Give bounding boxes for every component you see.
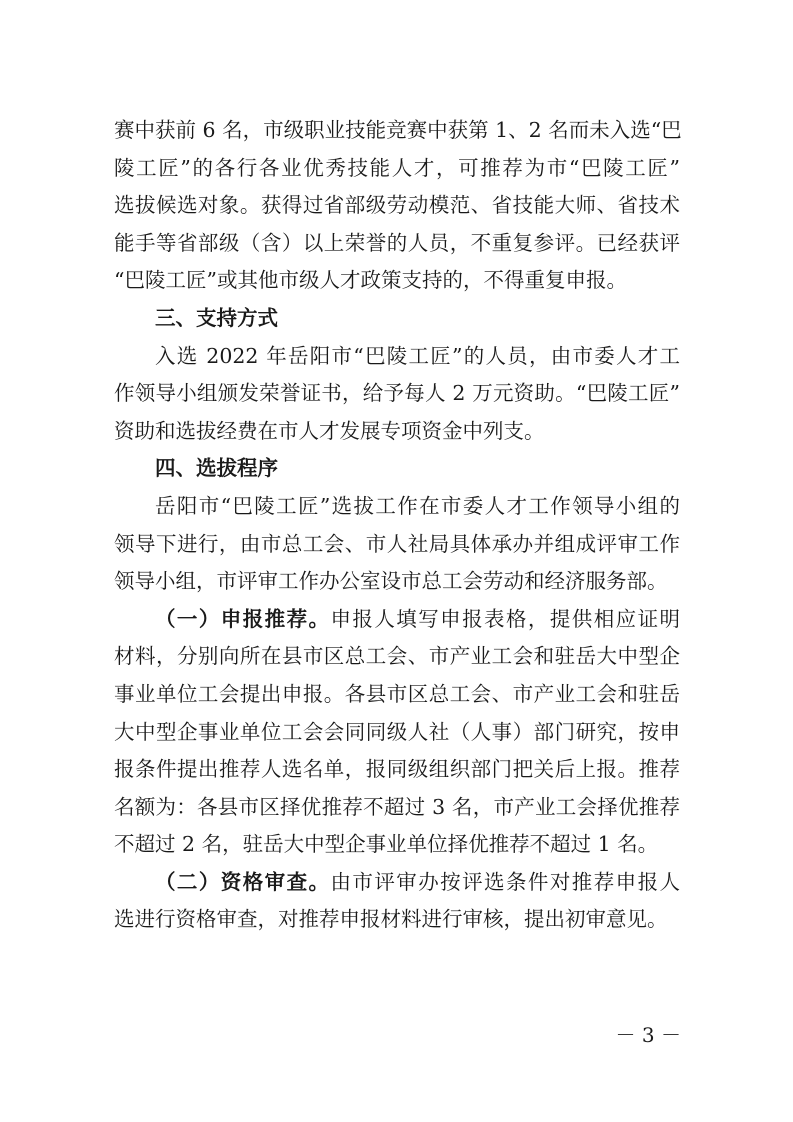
text-line: 领导下进行，由市总工会、市人社局具体承办并组成评审工作 [114,531,680,556]
text-line [114,864,680,902]
subsection-title: （二）资格审查。 [155,869,331,894]
section-heading-support: 三、支持方式 [155,305,278,330]
page-number: － 3 － [615,1023,681,1047]
text-line: 不超过 2 名，驻岳大中型企事业单位择优推荐不超过 1 名。 [114,832,659,857]
subsection-application [114,601,680,864]
text-line: 领导小组，市评审工作办公室设市总工会劳动和经济服务部。 [114,569,668,594]
text-line [114,601,680,639]
text-line: 入选 2022 年岳阳市“巴陵工匠”的人员，由市委人才工 [155,343,680,368]
section-heading-procedure: 四、选拔程序 [155,456,278,481]
text-line: 赛中获前 6 名，市级职业技能竞赛中获第 1、2 名而未入选“巴 [114,118,682,142]
text-line: 能手等省部级（含）以上荣誉的人员，不重复参评。已经获评 [114,230,680,255]
document-body [114,112,680,939]
text-fragment: 由市评审办按评选条件对推荐申报人 [330,869,681,894]
text-line: 岳阳市“巴陵工匠”选拔工作在市委人才工作领导小组的 [155,493,680,518]
text-line: 作领导小组颁发荣誉证书，给予每人 2 万元资助。“巴陵工匠” [114,381,680,406]
text-line: 选拔候选对象。获得过省部级劳动模范、省技能大师、省技术 [114,193,680,218]
text-line: 事业单位工会提出申报。各县市区总工会、市产业工会和驻岳 [114,681,680,706]
subsection-title: （一）申报推荐。 [155,606,331,631]
text-line: 名额为：各县市区择优推荐不超过 3 名，市产业工会择优推荐 [114,794,680,819]
text-line: 大中型企事业单位工会会同同级人社（人事）部门研究，按申 [114,719,680,744]
text-line: 选进行资格审查，对推荐申报材料进行审核，提出初审意见。 [114,907,668,932]
text-line: 报条件提出推荐人选名单，报同级组织部门把关后上报。推荐 [114,757,680,782]
text-line: 资助和选拔经费在市人才发展专项资金中列支。 [114,418,545,443]
subsection-qualification [114,864,680,939]
paragraph-procedure [114,488,680,601]
paragraph-eligibility [114,112,680,300]
text-line: “巴陵工匠”或其他市级人才政策支持的，不得重复申报。 [114,268,627,293]
text-line: 陵工匠”的各行各业优秀技能人才，可推荐为市“巴陵工匠” [114,155,680,180]
paragraph-support [114,338,680,451]
text-line: 材料，分别向所在县市区总工会、市产业工会和驻岳大中型企 [114,644,680,669]
text-fragment: 申报人填写申报表格，提供相应证明 [330,606,681,631]
